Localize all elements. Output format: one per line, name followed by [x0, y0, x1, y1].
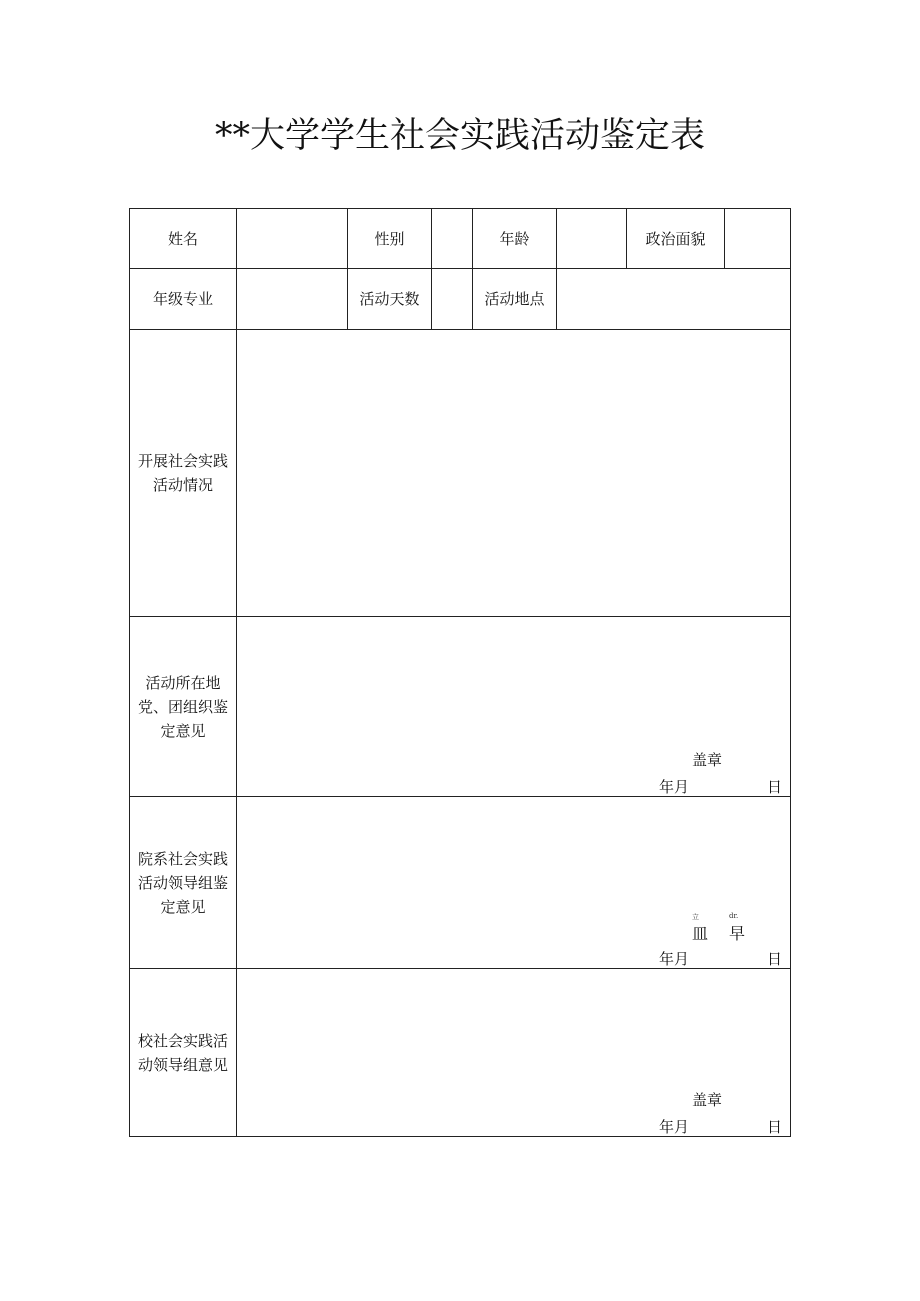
evaluation-form-table [129, 208, 791, 1137]
activity-description-label [130, 330, 237, 617]
local-party-label-line3: 定意见 [160, 721, 206, 740]
department-seal-left-glyph: 皿 [692, 924, 709, 943]
school-seal-text: 盖章 [692, 1091, 723, 1109]
school-opinion-label [130, 969, 237, 1137]
activity-description-label-line1: 开展社会实践 [137, 452, 228, 470]
activity-days-field[interactable] [432, 269, 473, 330]
local-party-opinion-label [130, 617, 237, 797]
row-department-opinion [130, 797, 791, 969]
gender-label: 性别 [348, 209, 432, 269]
grade-major-label: 年级专业 [130, 269, 237, 330]
age-label: 年龄 [473, 209, 557, 269]
school-year-month: 年月 [659, 1118, 690, 1136]
school-label-line2: 动领导组意见 [137, 1055, 228, 1074]
department-seal-small-left: 立 [692, 913, 699, 921]
local-party-year-month: 年月 [659, 778, 690, 796]
department-label-line1: 院系社会实践 [137, 849, 228, 868]
department-year-month: 年月 [659, 950, 690, 968]
form-title: **大学学生社会实践活动鉴定表 [214, 116, 705, 156]
activity-description-field[interactable] [237, 330, 791, 617]
school-label-line1: 校社会实践活 [137, 1031, 228, 1050]
local-party-label-line1: 活动所在地 [145, 673, 221, 692]
grade-major-field[interactable] [237, 269, 348, 330]
department-opinion-field[interactable] [237, 797, 791, 969]
row-basic-info [130, 209, 791, 269]
row-school-opinion [130, 969, 791, 1137]
department-label-line3: 定意见 [160, 897, 206, 916]
department-day: 日 [767, 950, 783, 968]
school-day: 日 [767, 1118, 783, 1136]
department-seal-small-right: dr. [729, 912, 739, 920]
school-opinion-field[interactable] [237, 969, 791, 1137]
name-field[interactable] [237, 209, 348, 269]
department-opinion-label [130, 797, 237, 969]
department-label-line2: 活动领导组鉴 [137, 873, 228, 892]
activity-location-field[interactable] [557, 269, 791, 330]
age-field[interactable] [557, 209, 627, 269]
activity-description-label-line2: 活动情况 [152, 476, 213, 494]
local-party-label-line2: 党、团组织鉴 [137, 697, 228, 716]
name-label: 姓名 [130, 209, 237, 269]
local-party-day: 日 [767, 778, 783, 796]
row-activity-description [130, 330, 791, 617]
local-party-opinion-field[interactable] [237, 617, 791, 797]
activity-days-label: 活动天数 [348, 269, 432, 330]
politics-field[interactable] [725, 209, 791, 269]
politics-label: 政治面貌 [627, 209, 725, 269]
activity-location-label: 活动地点 [473, 269, 557, 330]
local-party-seal-text: 盖章 [692, 751, 723, 769]
department-seal-right-glyph: 早 [729, 924, 746, 943]
row-activity-info [130, 269, 791, 330]
row-local-party-opinion [130, 617, 791, 797]
gender-field[interactable] [432, 209, 473, 269]
